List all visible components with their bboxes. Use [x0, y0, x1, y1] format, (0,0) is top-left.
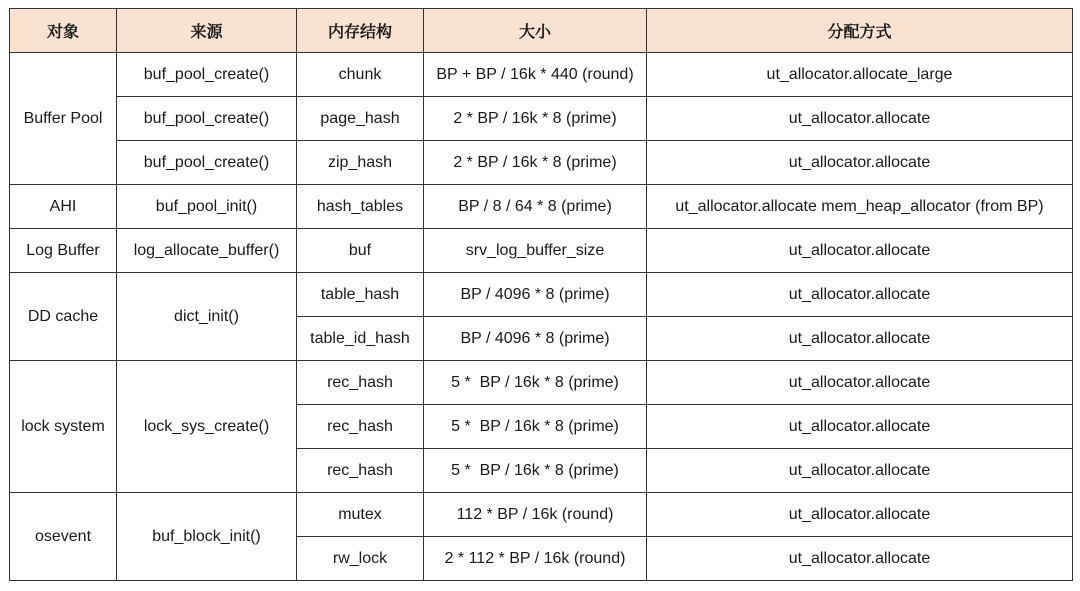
- struct-cell: rw_lock: [297, 537, 424, 581]
- size-cell: BP + BP / 16k * 440 (round): [424, 53, 647, 97]
- size-cell: 2 * BP / 16k * 8 (prime): [424, 141, 647, 185]
- alloc-cell: ut_allocator.allocate_large: [647, 53, 1073, 97]
- object-cell: AHI: [10, 185, 117, 229]
- table-row: [10, 97, 1073, 141]
- struct-cell: table_id_hash: [297, 317, 424, 361]
- memory-allocation-table-container: [9, 8, 1073, 581]
- source-cell: log_allocate_buffer(): [117, 229, 297, 273]
- size-cell: 5 * BP / 16k * 8 (prime): [424, 405, 647, 449]
- struct-cell: table_hash: [297, 273, 424, 317]
- table-row: [10, 141, 1073, 185]
- source-cell: buf_pool_create(): [117, 53, 297, 97]
- header-size: 大小: [424, 9, 647, 53]
- header-object: 对象: [10, 9, 117, 53]
- table-row: [10, 229, 1073, 273]
- alloc-cell: ut_allocator.allocate: [647, 537, 1073, 581]
- struct-cell: rec_hash: [297, 405, 424, 449]
- header-source: 来源: [117, 9, 297, 53]
- struct-cell: page_hash: [297, 97, 424, 141]
- size-cell: BP / 4096 * 8 (prime): [424, 317, 647, 361]
- struct-cell: mutex: [297, 493, 424, 537]
- size-cell: 112 * BP / 16k (round): [424, 493, 647, 537]
- source-cell: buf_block_init(): [117, 493, 297, 581]
- source-cell: dict_init(): [117, 273, 297, 361]
- alloc-cell: ut_allocator.allocate: [647, 141, 1073, 185]
- alloc-cell: ut_allocator.allocate mem_heap_allocator (from BP): [647, 185, 1073, 229]
- table-row: [10, 493, 1073, 537]
- table-row: [10, 185, 1073, 229]
- size-cell: 5 * BP / 16k * 8 (prime): [424, 449, 647, 493]
- object-cell: DD cache: [10, 273, 117, 361]
- source-cell: buf_pool_create(): [117, 97, 297, 141]
- object-cell: osevent: [10, 493, 117, 581]
- alloc-cell: ut_allocator.allocate: [647, 97, 1073, 141]
- alloc-cell: ut_allocator.allocate: [647, 273, 1073, 317]
- source-cell: buf_pool_create(): [117, 141, 297, 185]
- header-allocation-method: 分配方式: [647, 9, 1073, 53]
- struct-cell: buf: [297, 229, 424, 273]
- memory-allocation-table: [9, 8, 1073, 581]
- object-cell: lock system: [10, 361, 117, 493]
- size-cell: BP / 4096 * 8 (prime): [424, 273, 647, 317]
- struct-cell: rec_hash: [297, 449, 424, 493]
- struct-cell: chunk: [297, 53, 424, 97]
- struct-cell: rec_hash: [297, 361, 424, 405]
- size-cell: 5 * BP / 16k * 8 (prime): [424, 361, 647, 405]
- source-cell: lock_sys_create(): [117, 361, 297, 493]
- alloc-cell: ut_allocator.allocate: [647, 405, 1073, 449]
- size-cell: 2 * 112 * BP / 16k (round): [424, 537, 647, 581]
- object-cell: Log Buffer: [10, 229, 117, 273]
- size-cell: BP / 8 / 64 * 8 (prime): [424, 185, 647, 229]
- alloc-cell: ut_allocator.allocate: [647, 229, 1073, 273]
- source-cell: buf_pool_init(): [117, 185, 297, 229]
- table-row: [10, 53, 1073, 97]
- header-memory-structure: 内存结构: [297, 9, 424, 53]
- struct-cell: hash_tables: [297, 185, 424, 229]
- alloc-cell: ut_allocator.allocate: [647, 493, 1073, 537]
- alloc-cell: ut_allocator.allocate: [647, 449, 1073, 493]
- struct-cell: zip_hash: [297, 141, 424, 185]
- alloc-cell: ut_allocator.allocate: [647, 361, 1073, 405]
- size-cell: srv_log_buffer_size: [424, 229, 647, 273]
- size-cell: 2 * BP / 16k * 8 (prime): [424, 97, 647, 141]
- table-row: [10, 273, 1073, 317]
- object-cell: Buffer Pool: [10, 53, 117, 185]
- alloc-cell: ut_allocator.allocate: [647, 317, 1073, 361]
- table-row: [10, 361, 1073, 405]
- header-row: [10, 9, 1073, 53]
